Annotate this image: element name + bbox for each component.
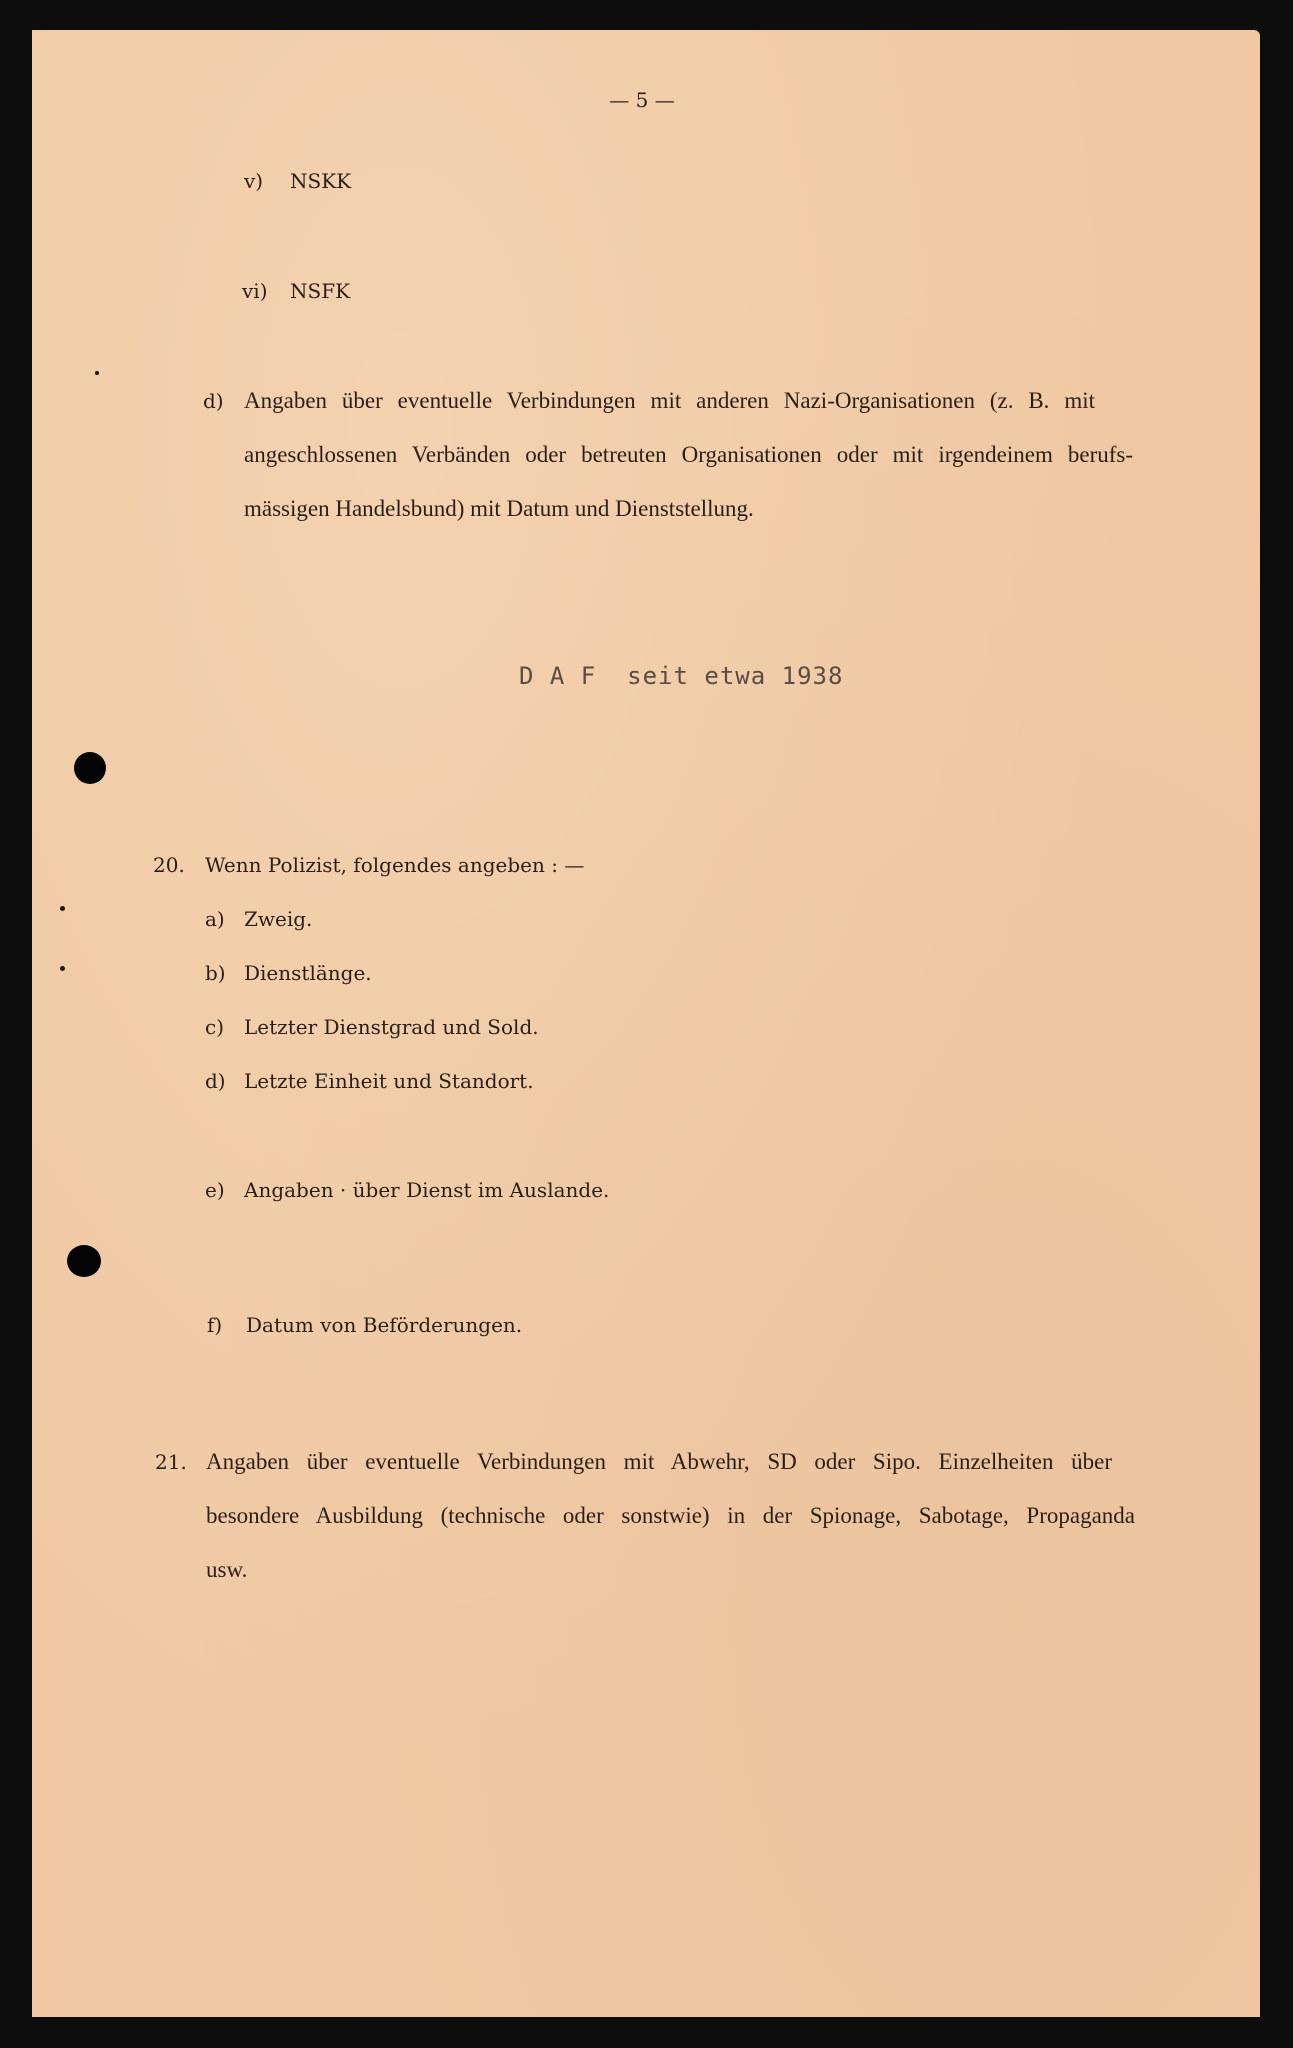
- question-line: besondere Ausbildung (technische oder sonstwie) in der Spionage, Sabotage, Propaganda: [206, 1503, 1135, 1528]
- subitem-text: Dienstlänge.: [244, 961, 372, 985]
- item-text: NSFK: [290, 279, 351, 303]
- question-line: Angaben über eventuelle Verbindungen mit Abwehr, SD oder Sipo. Einzelheiten über: [206, 1449, 1112, 1474]
- punch-hole-top: [74, 752, 106, 784]
- speck: [95, 371, 99, 375]
- subitem-text: Letzte Einheit und Standort.: [244, 1069, 534, 1093]
- question-text: Wenn Polizist, folgendes angeben : —: [205, 853, 585, 877]
- question-number: 21.: [155, 1450, 187, 1474]
- subitem-text: Letzter Dienstgrad und Sold.: [244, 1015, 539, 1039]
- subitem-marker: b): [205, 961, 226, 985]
- speck: [60, 966, 65, 971]
- subitem-text: Zweig.: [244, 907, 313, 931]
- paragraph-line: mässigen Handelsbund) mit Datum und Dienststellung.: [244, 496, 754, 521]
- item-text: NSKK: [290, 169, 352, 193]
- typed-answer: D A F seit etwa 1938: [519, 662, 844, 690]
- speck: [60, 906, 65, 911]
- question-line: usw.: [206, 1557, 248, 1582]
- item-marker: vi): [242, 279, 268, 303]
- item-marker: d): [203, 389, 224, 413]
- subitem-text: Datum von Beförderungen.: [246, 1313, 523, 1337]
- paragraph-line: Angaben über eventuelle Verbindungen mit anderen Nazi-Organisationen (z. B. mit: [244, 388, 1095, 413]
- item-marker: v): [244, 169, 264, 193]
- subitem-text: Angaben · über Dienst im Auslande.: [244, 1178, 610, 1202]
- question-number: 20.: [153, 853, 185, 877]
- subitem-marker: d): [205, 1069, 226, 1093]
- subitem-marker: c): [205, 1015, 225, 1039]
- punch-hole-bottom: [67, 1245, 101, 1277]
- page-number: — 5 —: [609, 88, 675, 112]
- subitem-marker: f): [207, 1313, 223, 1337]
- paragraph-line: angeschlossenen Verbänden oder betreuten Organisationen oder mit irgendeinem berufs-: [244, 442, 1133, 467]
- subitem-marker: e): [205, 1178, 225, 1202]
- subitem-marker: a): [205, 907, 225, 931]
